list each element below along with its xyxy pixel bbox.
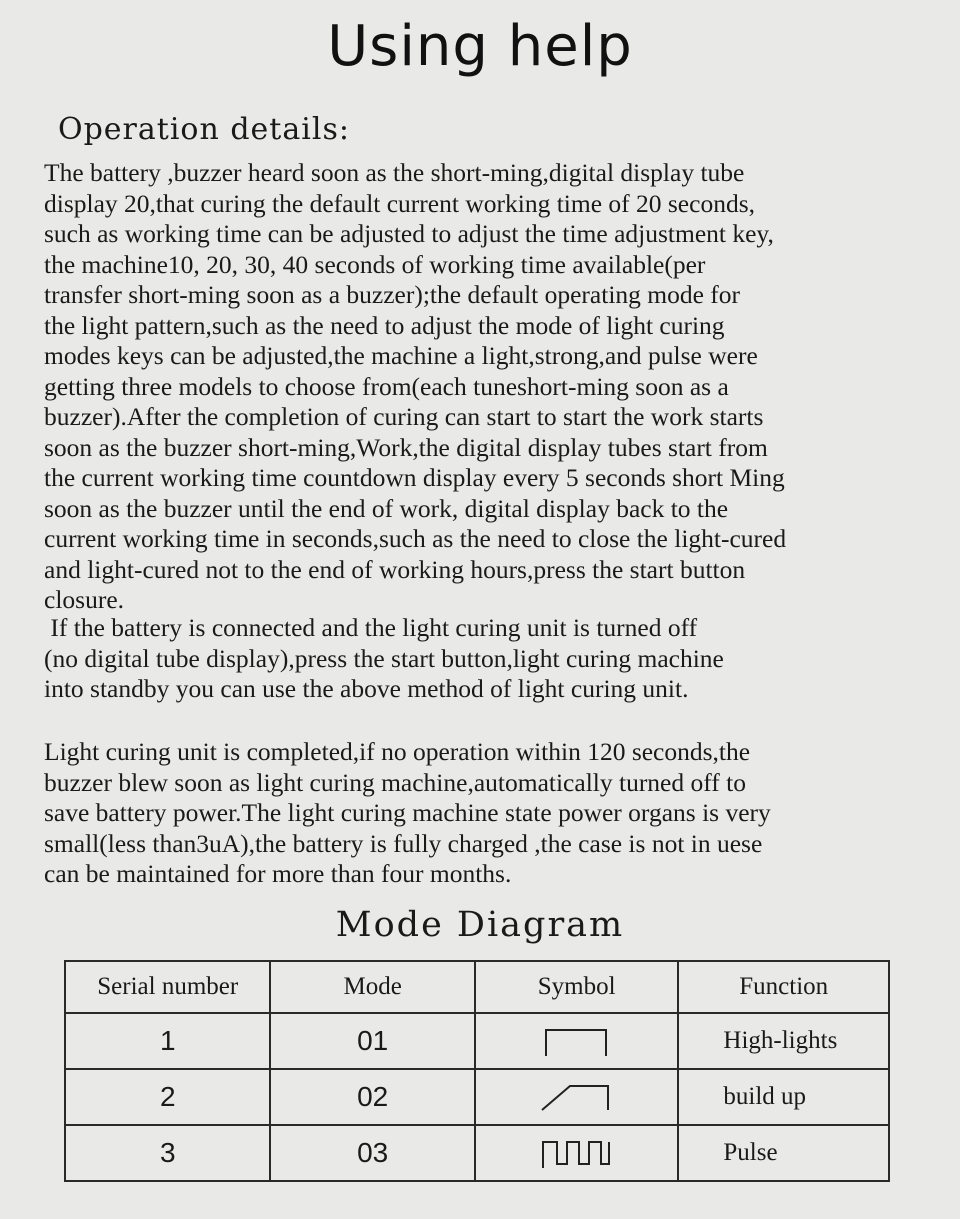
text-line: display 20,that curing the default current working time of 20 seconds,	[44, 188, 755, 218]
table-row	[65, 1125, 889, 1181]
function-cell: build up	[678, 1069, 889, 1125]
symbol-cell	[475, 1013, 679, 1069]
serial-cell: 1	[65, 1013, 270, 1069]
symbol-cell	[475, 1069, 679, 1125]
symbol-cell	[475, 1125, 679, 1181]
header-mode: Mode	[270, 961, 474, 1013]
text-line: save battery power.The light curing machine state power organs is very	[44, 798, 771, 827]
text-line: Light curing unit is completed,if no operation within 120 seconds,the	[44, 737, 751, 766]
section-heading: Operation details:	[58, 112, 350, 147]
diagram-title: Mode Diagram	[335, 905, 625, 945]
text-line: the current working time countdown display every 5 seconds short Ming	[44, 463, 785, 492]
square-wave-icon	[542, 1024, 612, 1058]
text-line: The battery ,buzzer heard soon as the short-ming,digital display tube	[44, 158, 745, 187]
operation-paragraph-2	[44, 613, 944, 705]
text-line: such as working time can be adjusted to adjust the time adjustment key,	[44, 219, 774, 248]
mode-cell: 02	[270, 1069, 474, 1125]
table-header-row	[65, 961, 889, 1013]
function-cell: High-lights	[678, 1013, 889, 1069]
ramp-wave-icon	[540, 1080, 614, 1114]
text-line: getting three models to choose from(each tuneshort-ming soon as a	[44, 371, 729, 401]
text-line: transfer short-ming soon as a buzzer);the default operating mode for	[44, 280, 741, 309]
text-line: soon as the buzzer short-ming,Work,the digital display tubes start from	[44, 432, 768, 462]
text-line: and light-cured not to the end of working hours,press the start button	[44, 554, 746, 584]
text-line: If the battery is connected and the light curing unit is turned off	[44, 613, 698, 642]
operation-paragraph-3	[44, 737, 944, 890]
header-serial-number: Serial number	[65, 961, 270, 1013]
text-line: closure.	[44, 585, 125, 614]
table-row	[65, 1013, 889, 1069]
text-line: modes keys can be adjusted,the machine a light,strong,and pulse were	[44, 341, 758, 370]
serial-cell: 3	[65, 1125, 270, 1181]
operation-paragraph-1	[44, 158, 944, 616]
header-symbol: Symbol	[475, 961, 679, 1013]
mode-cell: 01	[270, 1013, 474, 1069]
text-line: the light pattern,such as the need to adjust the mode of light curing	[44, 310, 725, 340]
text-line: (no digital tube display),press the start button,light curing machine	[44, 643, 724, 673]
text-line: buzzer blew soon as light curing machine,automatically turned off to	[44, 767, 746, 797]
text-line: current working time in seconds,such as the need to close the light-cured	[44, 524, 787, 553]
serial-cell: 2	[65, 1069, 270, 1125]
text-line: into standby you can use the above method of light curing unit.	[44, 674, 689, 703]
header-function: Function	[678, 961, 889, 1013]
page-title: Using help	[327, 14, 633, 79]
text-line: small(less than3uA),the battery is fully charged ,the case is not in uese	[44, 828, 763, 858]
function-cell: Pulse	[678, 1125, 889, 1181]
text-line: the machine10, 20, 30, 40 seconds of working time available(per	[44, 249, 706, 279]
pulse-wave-icon	[539, 1136, 615, 1170]
text-line: can be maintained for more than four months.	[44, 859, 512, 888]
mode-cell: 03	[270, 1125, 474, 1181]
table-row	[65, 1069, 889, 1125]
text-line: buzzer).After the completion of curing can start to start the work starts	[44, 402, 764, 431]
text-line: soon as the buzzer until the end of work, digital display back to the	[44, 493, 729, 523]
mode-table	[64, 960, 890, 1182]
